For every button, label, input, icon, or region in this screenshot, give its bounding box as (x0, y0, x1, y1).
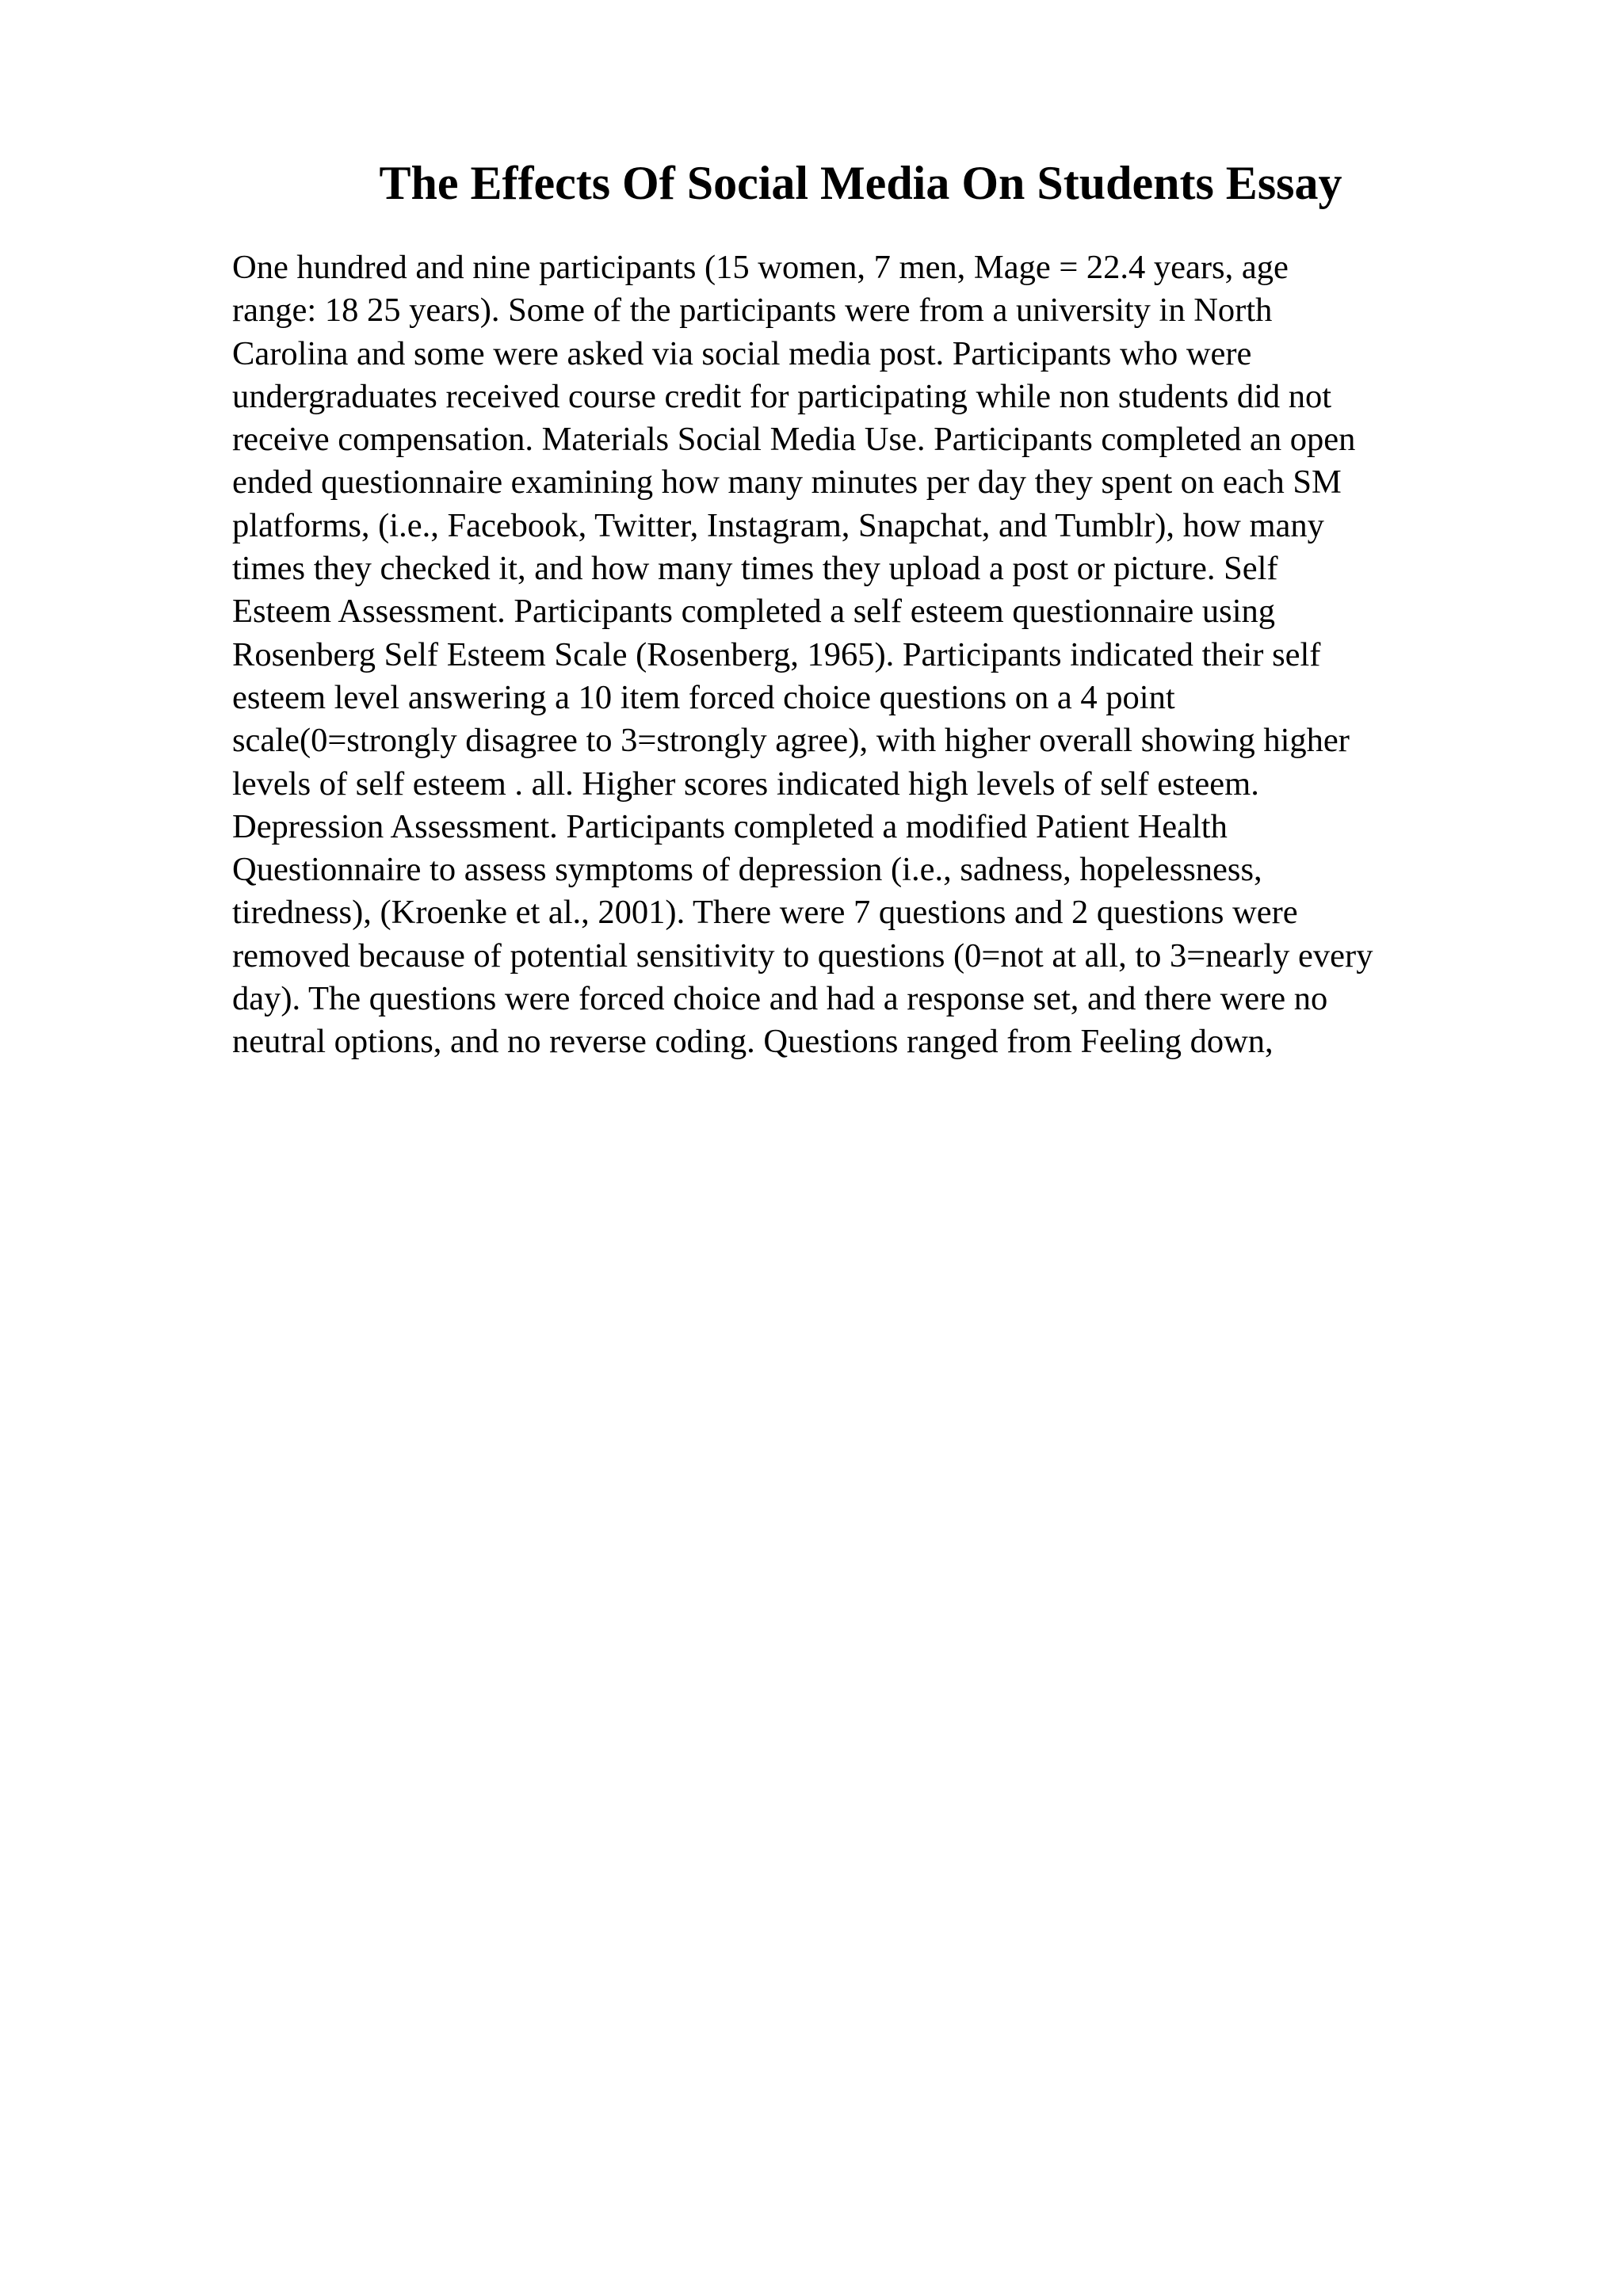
body-line: Esteem Assessment. Participants completed a self esteem questionnaire using (232, 593, 1276, 631)
body-line: undergraduates received course credit for participating while non students did not (232, 377, 1332, 415)
body-line: One hundred and nine participants (15 women, 7 men, Mage = 22.4 years, age (232, 249, 1289, 286)
body-line: Depression Assessment. Participants completed a modified Patient Health (232, 807, 1228, 845)
body-line: tiredness), (Kroenke et al., 2001). There were 7 questions and 2 questions were (232, 894, 1298, 932)
body-line: Rosenberg Self Esteem Scale (Rosenberg, 1965). Participants indicated their self (232, 635, 1321, 673)
body-line: scale(0=strongly disagree to 3=strongly agree), with higher overall showing higher (232, 722, 1350, 760)
body-line: receive compensation. Materials Social Media Use. Participants completed an open (232, 421, 1356, 459)
document-title: The Effects Of Social Media On Students Essay (379, 157, 1342, 209)
body-line: neutral options, and no reverse coding. Questions ranged from Feeling down, (232, 1023, 1274, 1061)
body-line: platforms, (i.e., Facebook, Twitter, Instagram, Snapchat, and Tumblr), how many (232, 506, 1324, 544)
body-line: Carolina and some were asked via social media post. Participants who were (232, 334, 1252, 372)
body-line: ended questionnaire examining how many minutes per day they spent on each SM (232, 463, 1342, 502)
body-line: levels of self esteem . all. Higher scores indicated high levels of self esteem. (232, 765, 1259, 803)
body-line: times they checked it, and how many times they upload a post or picture. Self (232, 550, 1278, 588)
body-line: range: 18 25 years). Some of the participants were from a university in North (232, 292, 1273, 330)
body-line: esteem level answering a 10 item forced choice questions on a 4 point (232, 678, 1175, 716)
document-body (232, 246, 1500, 1064)
body-line: Questionnaire to assess symptoms of depression (i.e., sadness, hopelessness, (232, 851, 1262, 889)
body-line: removed because of potential sensitivity to questions (0=not at all, to 3=nearly every (232, 936, 1373, 974)
body-line: day). The questions were forced choice and had a response set, and there were no (232, 980, 1328, 1018)
